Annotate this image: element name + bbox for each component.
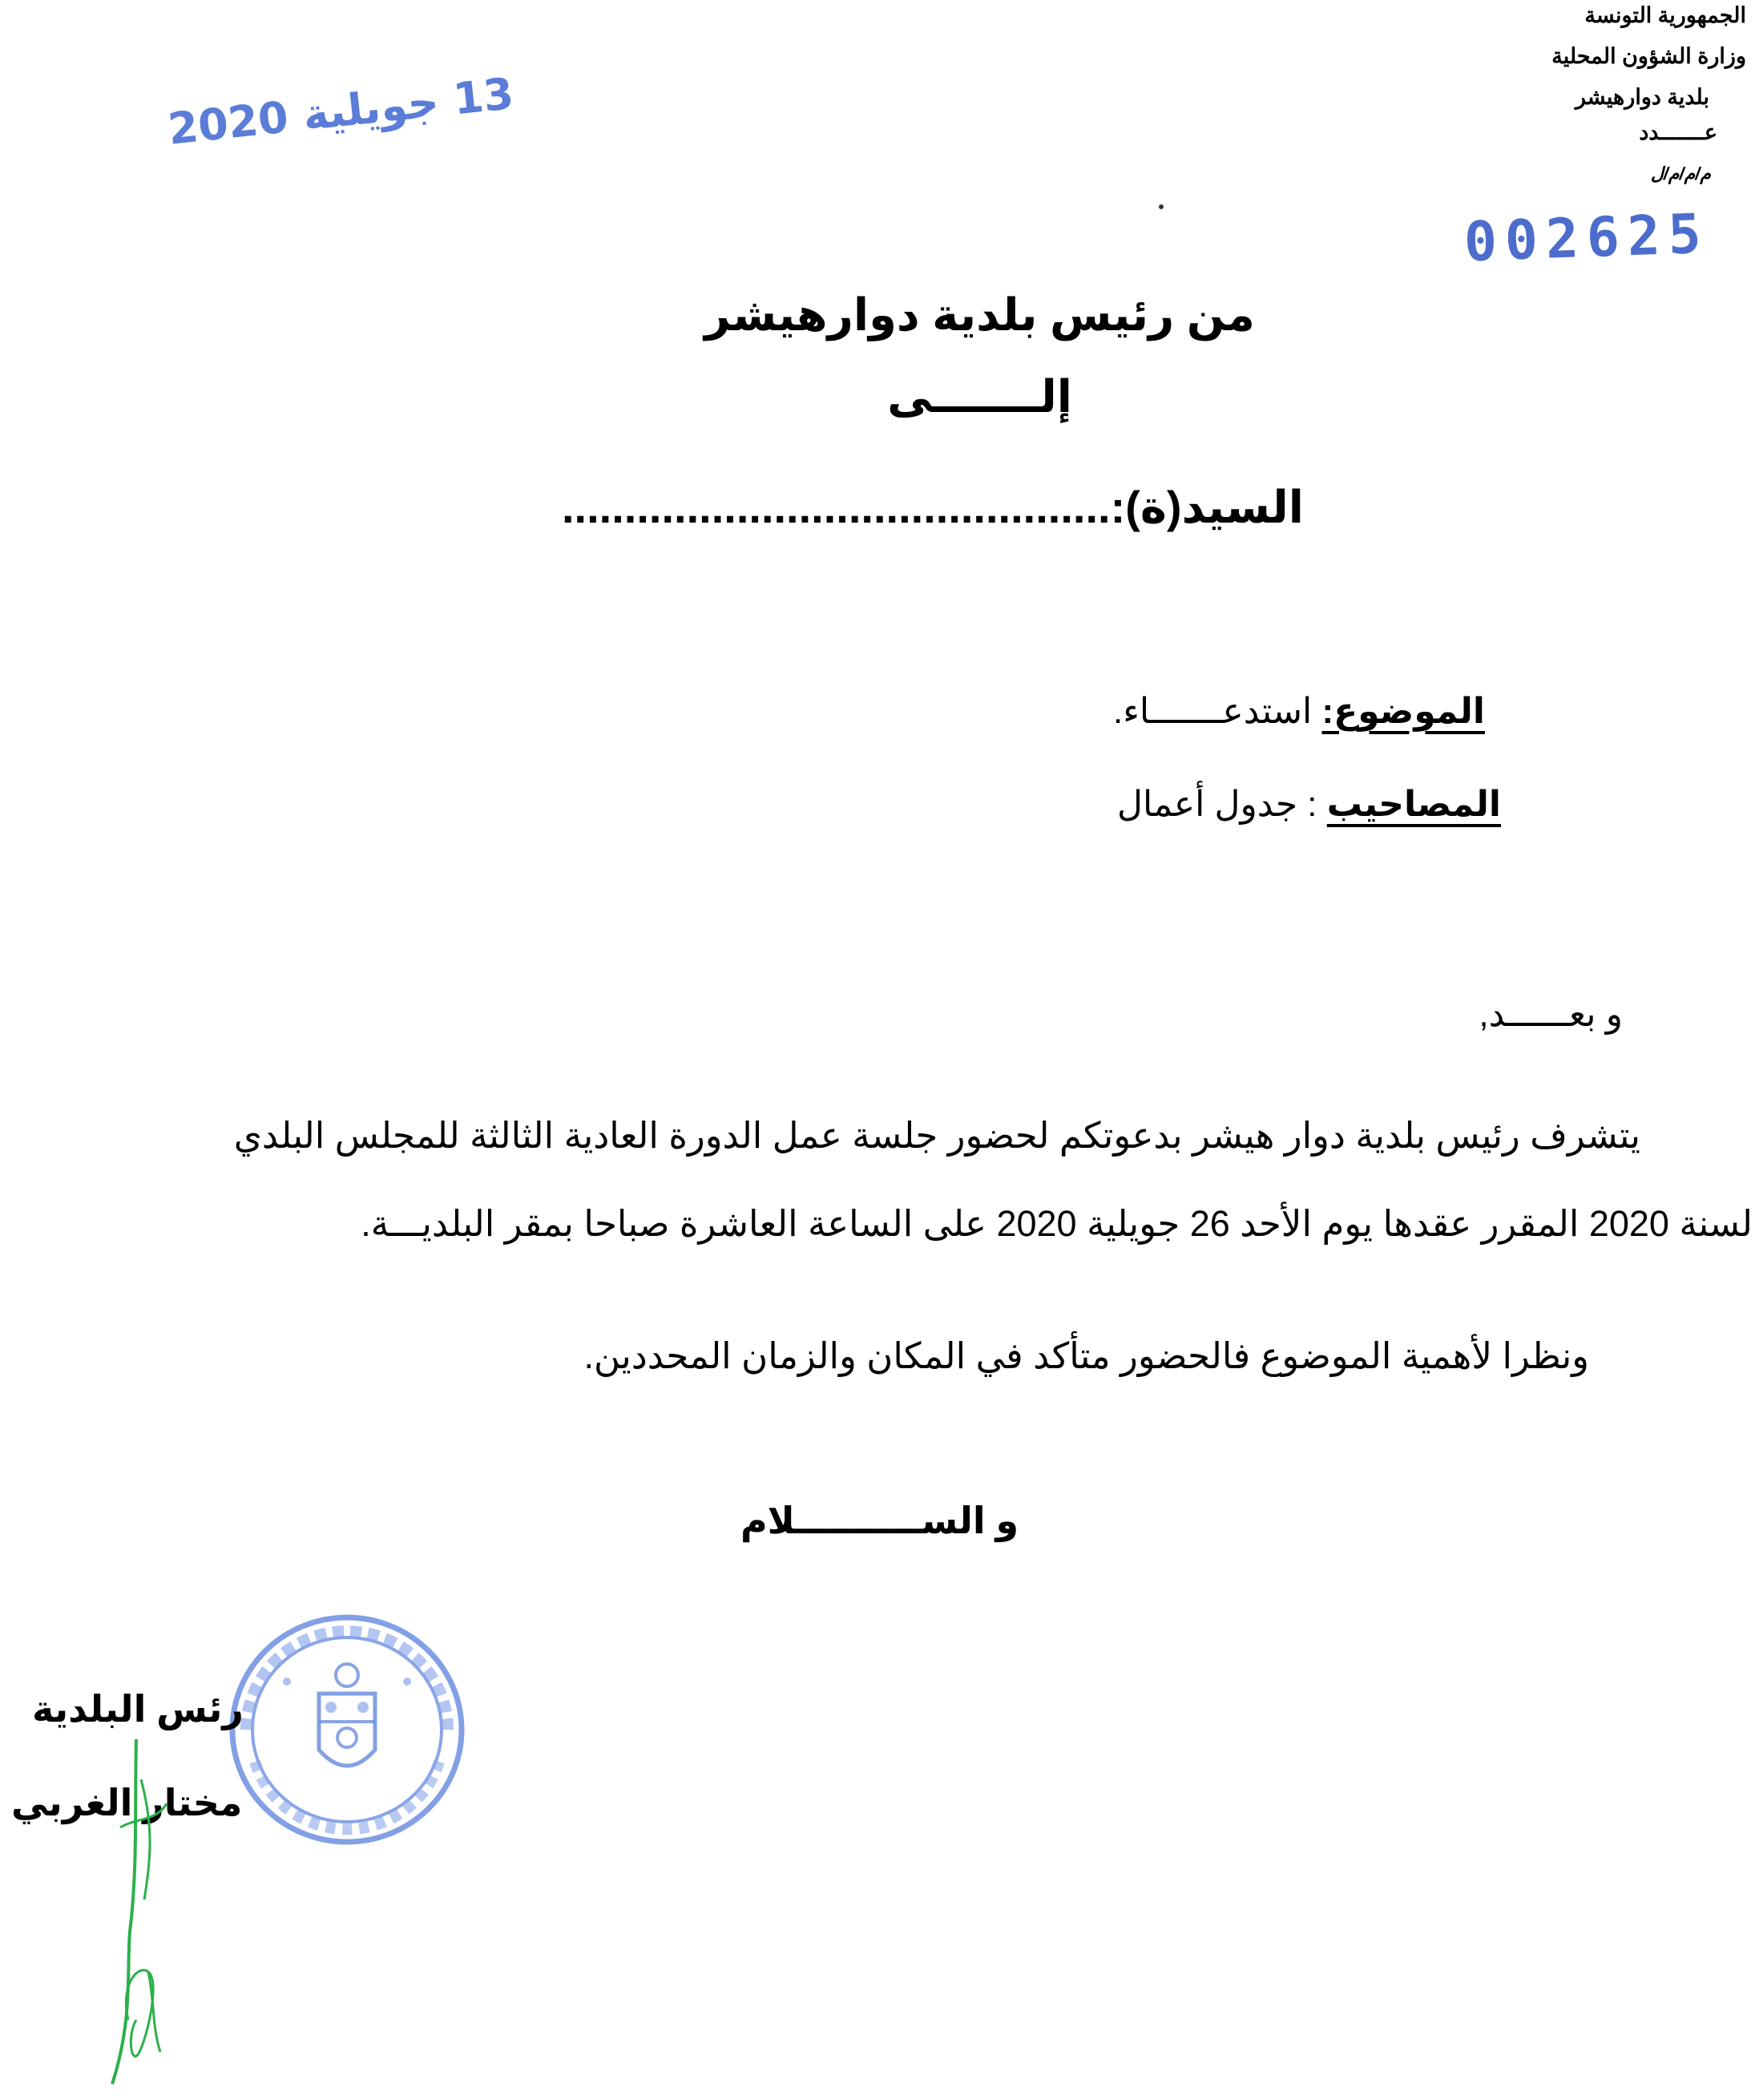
received-date-stamp: 13 جويلية 2020 (165, 67, 516, 155)
paragraph-line-2: لسنة 2020 المقرر عقدها يوم الأحد 26 جويلية 2020 على الساعة العاشرة صباحا بمقر البلديـــة. (361, 1203, 1753, 1244)
attachments-label: المصاحيب (1326, 785, 1501, 824)
registration-number-stamp: 002625 (1463, 202, 1711, 275)
closing-text: و الســــــــــلام (740, 1500, 1019, 1541)
subject-label: الموضوع: (1321, 692, 1485, 731)
paragraph-2: ونظرا لأهمية الموضوع فالحضور متأكد في المكان والزمان المحددين. (583, 1335, 1589, 1376)
handwritten-signature-icon (80, 1731, 208, 2100)
greeting: و بعــــــد, (1479, 995, 1623, 1034)
attachments-line (1117, 784, 1501, 825)
header-number-label: عـــــــدد (1639, 120, 1717, 144)
letter-from (0, 289, 1759, 341)
header-reference-code: م/م/م/ل (1650, 164, 1711, 184)
addressee-placeholder: ............................................ (562, 482, 1111, 532)
subject-value: استدعـــــــاء. (1112, 692, 1313, 731)
addressee-line (562, 481, 1304, 534)
letter-to (0, 370, 1759, 423)
header-municipality: بلدية دوارهيشر (1575, 85, 1709, 109)
header-ministry: وزارة الشؤون المحلية (1551, 44, 1746, 68)
letter-to-text: إلـــــــى (887, 371, 1072, 422)
signature-title: رئس البلدية (32, 1688, 244, 1730)
header-republic: الجمهورية التونسة (1584, 3, 1746, 27)
addressee-label: السيد(ة): (1110, 482, 1304, 532)
attachments-value: جدول أعمال (1117, 785, 1298, 824)
subject-line (1113, 691, 1485, 732)
signature-name: مختار الغربي (11, 1782, 243, 1823)
paragraph-line-1: يتشرف رئيس بلدية دوار هيشر بدعوتكم لحضور جلسة عمل الدورة العادية الثالثة للمجلس البلدي (233, 1115, 1640, 1156)
stray-dot (1159, 204, 1164, 209)
letter-from-text: من رئيس بلدية دوارهيشر (704, 289, 1255, 340)
attachments-separator: : (1307, 785, 1317, 824)
closing (0, 1499, 1759, 1542)
official-seal-icon (223, 1609, 471, 1850)
